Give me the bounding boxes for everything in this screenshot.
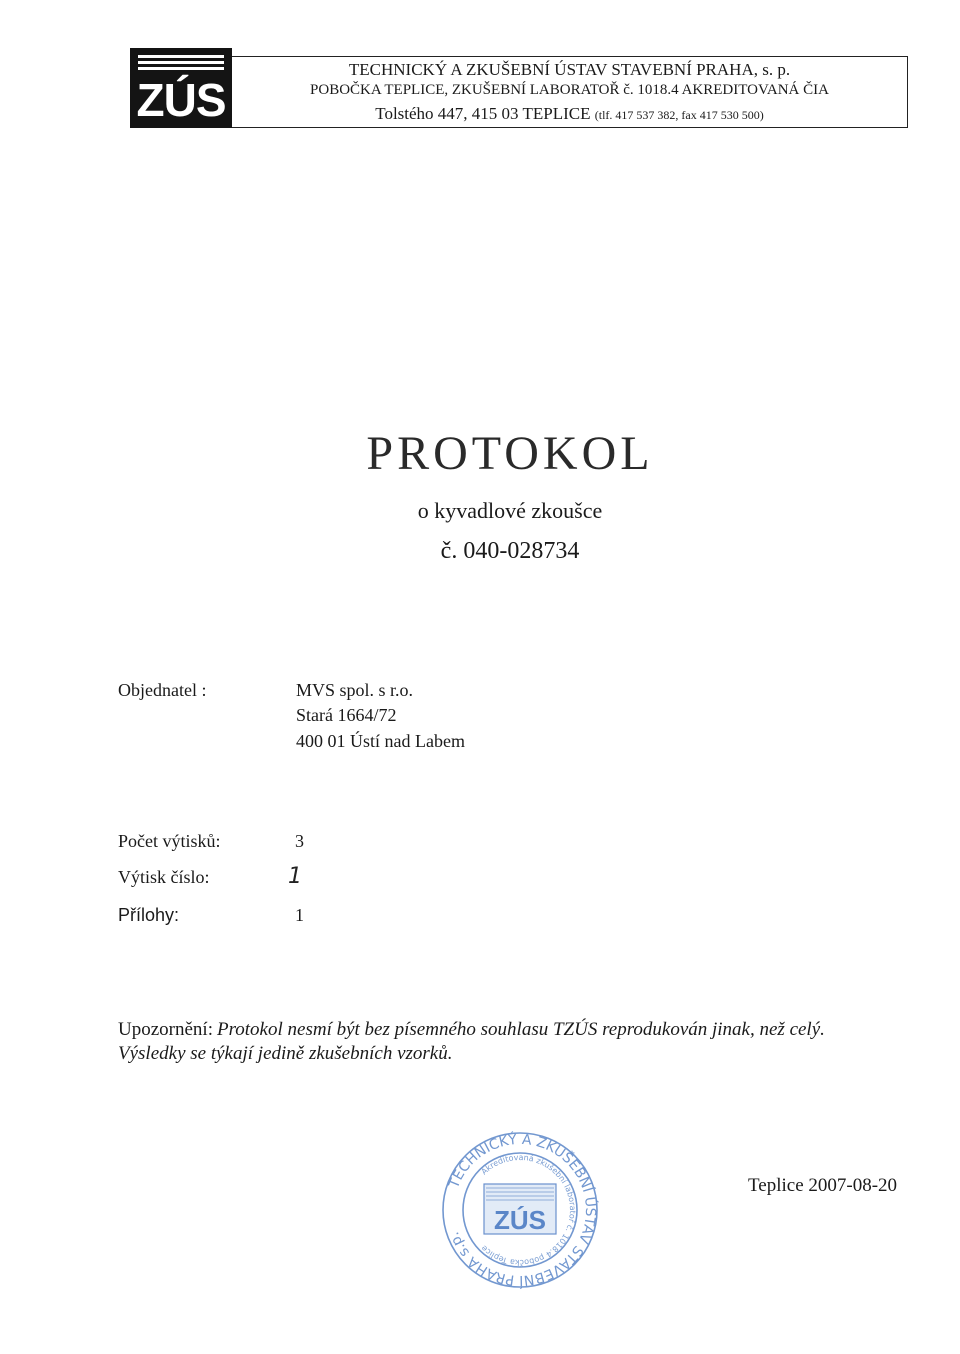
copies-count-label: Počet výtisků: bbox=[118, 831, 221, 851]
logo-stripes bbox=[138, 55, 224, 73]
document-subtitle: o kyvadlové zkoušce bbox=[417, 498, 603, 523]
zus-logo bbox=[130, 48, 232, 128]
copies-count-value: 3 bbox=[295, 831, 304, 851]
header-address: Tolstého 447, 415 03 TEPLICE bbox=[375, 104, 591, 123]
protocol-number: č. 040-028734 bbox=[440, 538, 580, 564]
official-stamp bbox=[440, 1130, 600, 1290]
header-line-1: TECHNICKÝ A ZKUŠEBNÍ ÚSTAV STAVEBNÍ PRAHA, s. p. bbox=[348, 60, 791, 79]
header-line-2: POBOČKA TEPLICE, ZKUŠEBNÍ LABORATOŘ č. 1018.4 AKREDITOVANÁ ČIA bbox=[310, 82, 829, 98]
logo-text: ZÚS bbox=[136, 74, 226, 126]
institution-header bbox=[232, 56, 908, 128]
notice-line-1: Protokol nesmí být bez písemného souhlasu TZÚS reprodukován jinak, než celý. bbox=[216, 1019, 825, 1040]
stamp-logo-text: ZÚS bbox=[494, 1205, 546, 1235]
notice-label: Upozornění: bbox=[118, 1019, 213, 1040]
copy-number-value: 1 bbox=[288, 864, 302, 889]
copy-number-label: Výtisk číslo: bbox=[118, 867, 210, 887]
attachments-value: 1 bbox=[295, 905, 304, 925]
header-line-3 bbox=[232, 104, 907, 124]
client-city: 400 01 Ústí nad Labem bbox=[296, 731, 465, 751]
stamp-inner-text: Akreditovaná zkušební laboratoř č. 1018.4 pobočka Teplice bbox=[479, 1152, 578, 1268]
client-street: Stará 1664/72 bbox=[296, 705, 397, 725]
notice bbox=[118, 1019, 825, 1041]
client-name: MVS spol. s r.o. bbox=[296, 680, 414, 700]
client-label: Objednatel : bbox=[118, 680, 207, 700]
stamp-outer-text: TECHNICKÝ A ZKUŠEBNÍ ÚSTAV STAVEBNÍ PRAHA s.p. bbox=[446, 1131, 599, 1289]
document-title: PROTOKOL bbox=[366, 427, 654, 480]
notice-line-2: Výsledky se týkají jedině zkušebních vzorků. bbox=[118, 1043, 453, 1064]
header-contact: (tlf. 417 537 382, fax 417 530 500) bbox=[594, 108, 764, 122]
attachments-label: Přílohy: bbox=[118, 905, 180, 925]
place-and-date: Teplice 2007-08-20 bbox=[748, 1175, 898, 1196]
